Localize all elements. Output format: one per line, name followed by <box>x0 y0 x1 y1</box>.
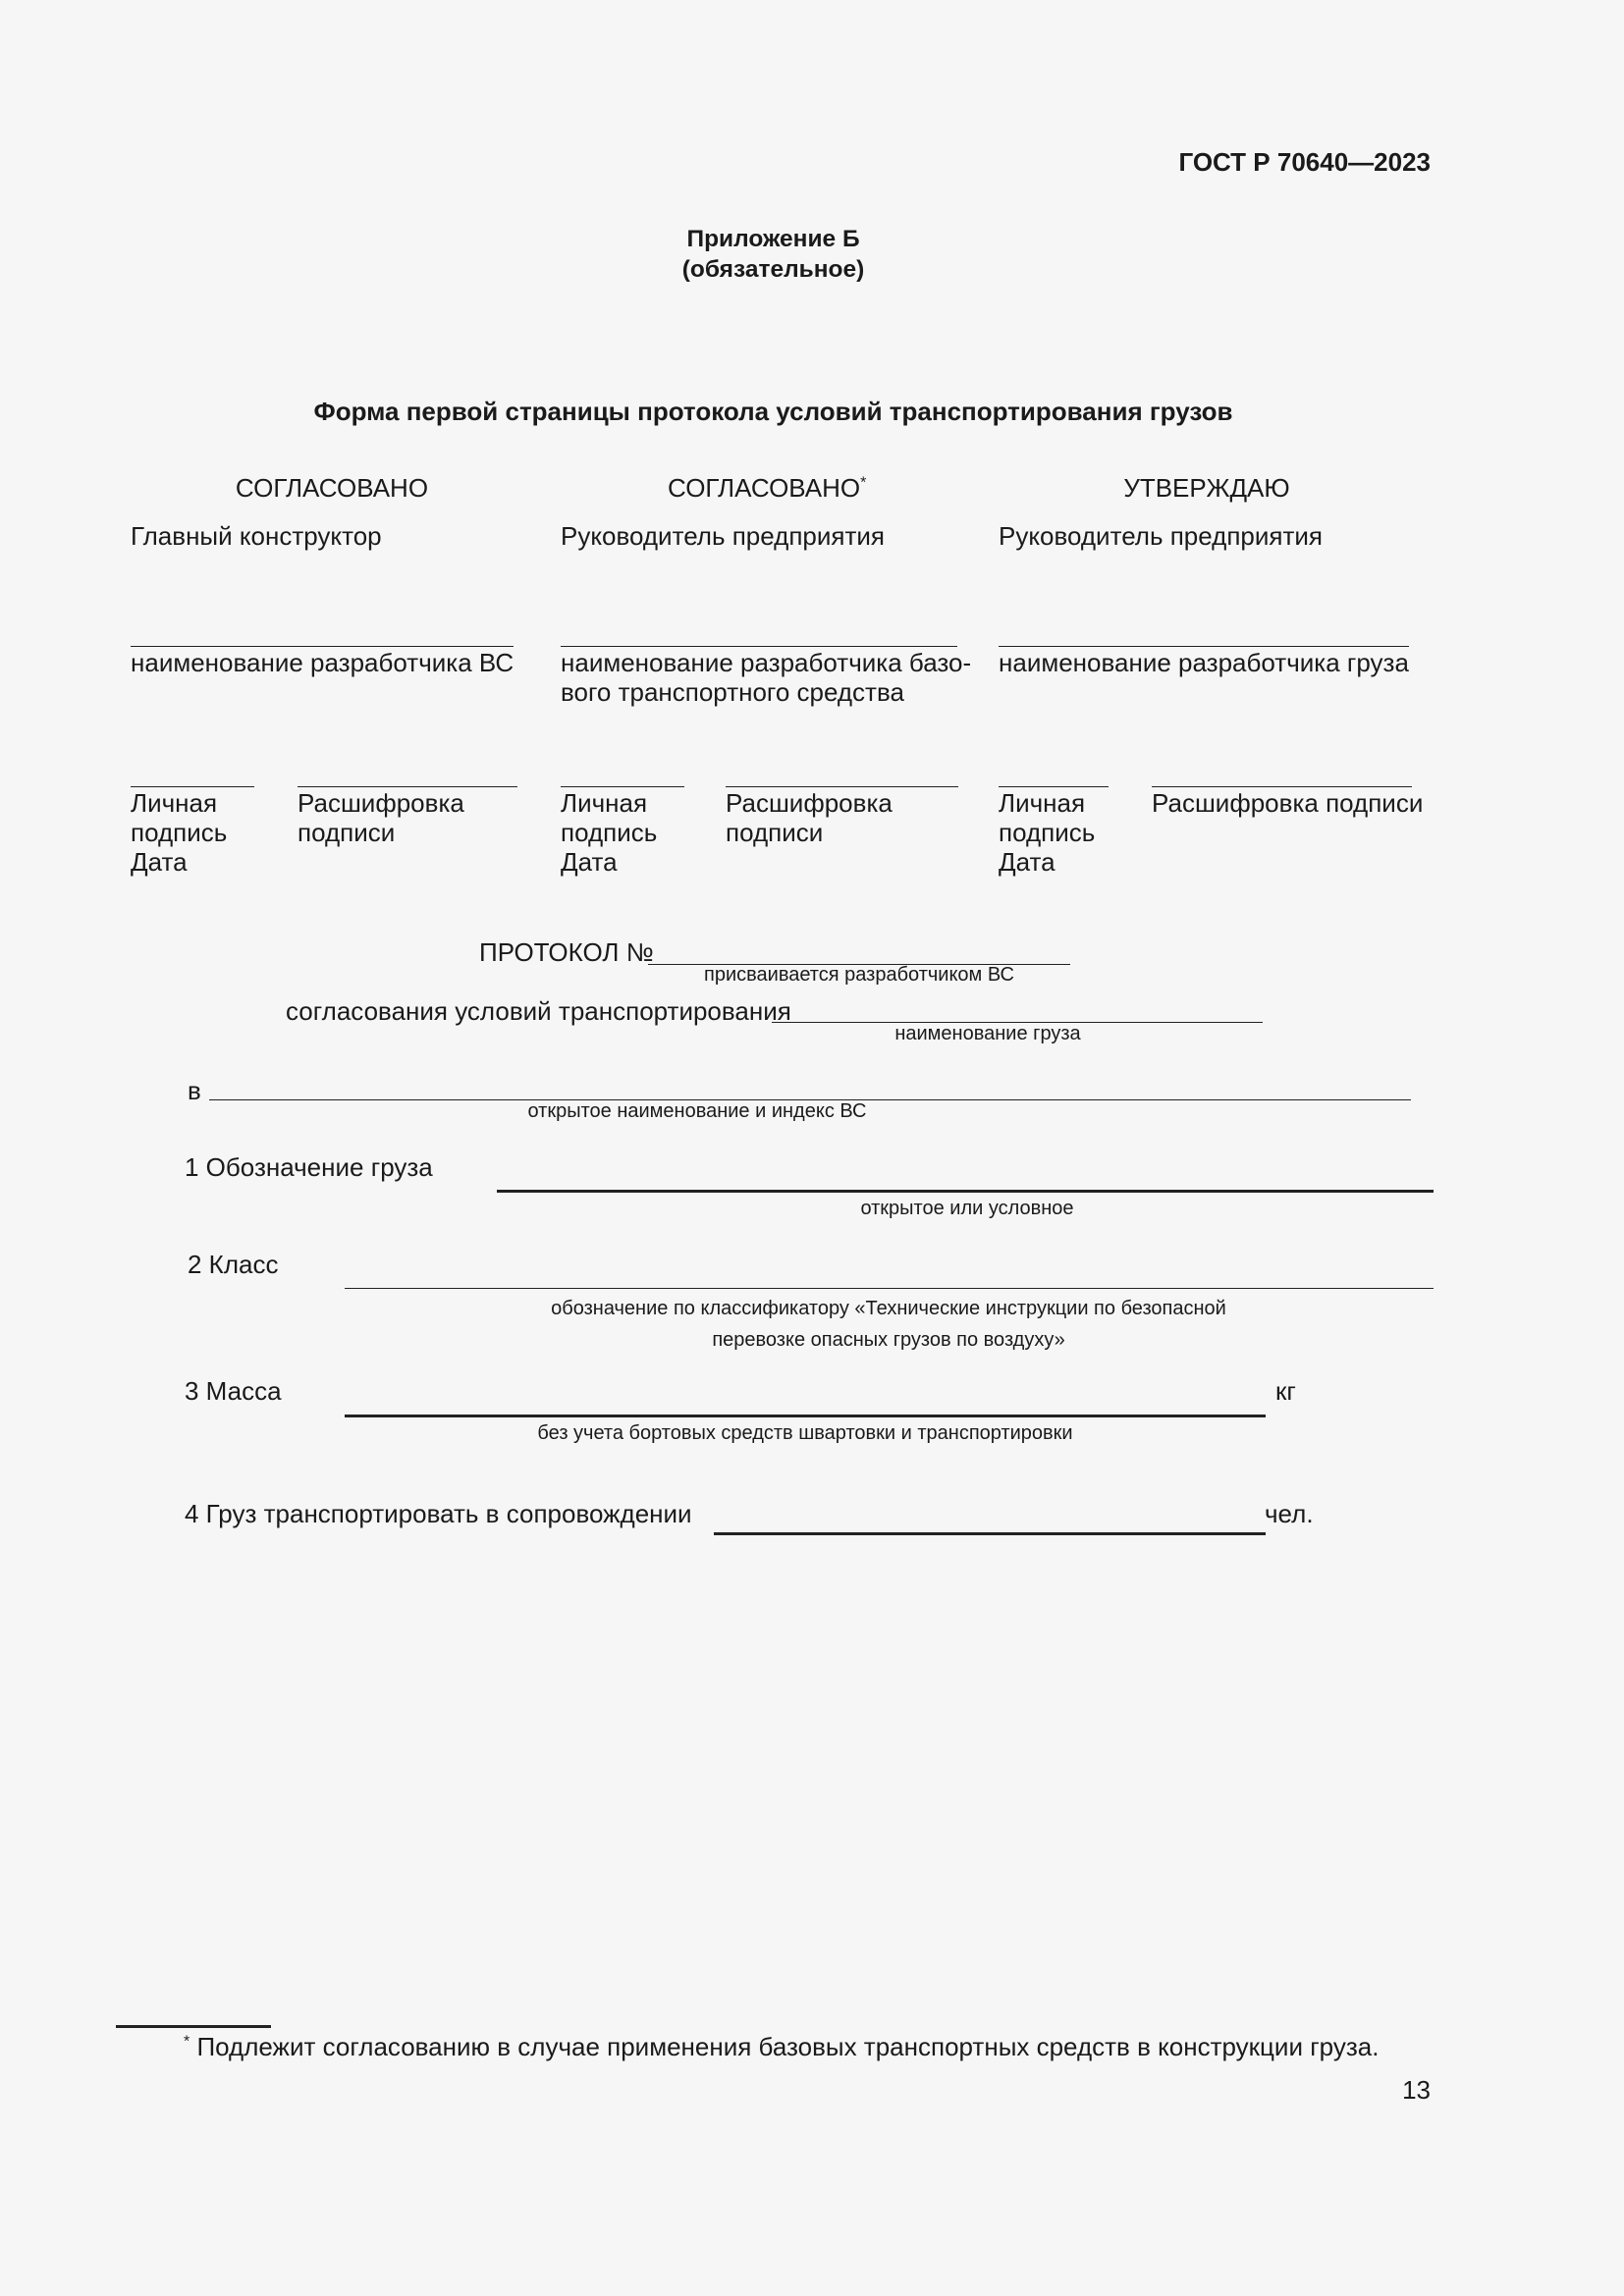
form-title: Форма первой страницы протокола условий транспортирования грузов <box>313 397 1233 426</box>
field-3-unit: кг <box>1275 1376 1296 1406</box>
column-3-position: Руководитель предприятия <box>999 521 1323 551</box>
column-1-org-line[interactable] <box>131 646 514 647</box>
footnote <box>184 2032 1379 2062</box>
column-1-decode-line[interactable] <box>298 786 517 787</box>
protocol-in-hint: открытое наименование и индекс ВС <box>527 1100 867 1122</box>
protocol-in-label: в <box>188 1076 201 1105</box>
column-3-org-caption: наименование разработчика груза <box>999 648 1409 677</box>
column-2-decode-line[interactable] <box>726 786 958 787</box>
field-2-hint: обозначение по классификатору «Технические инструкции по безопасной перевозке опасных грузов по воздуху» <box>551 1298 1226 1351</box>
field-3-line[interactable] <box>345 1415 1266 1417</box>
column-3-decode-line[interactable] <box>1152 786 1412 787</box>
column-3-signature-caption: Личная подпись Дата <box>999 788 1096 877</box>
column-1-heading: СОГЛАСОВАНО <box>235 473 429 503</box>
column-2-heading <box>668 473 866 504</box>
column-2-heading-footnote-mark: * <box>860 474 867 492</box>
column-2-signature-caption: Личная подпись Дата <box>561 788 658 877</box>
column-1-position: Главный конструктор <box>131 521 382 551</box>
footnote-mark: * <box>184 2033 190 2051</box>
column-3-heading: УТВЕРЖДАЮ <box>1123 473 1290 503</box>
column-3-signature-line[interactable] <box>999 786 1109 787</box>
footnote-separator <box>116 2025 271 2028</box>
field-4-line[interactable] <box>714 1532 1266 1535</box>
field-4-label: 4 Груз транспортировать в сопровождении <box>185 1499 692 1528</box>
column-1-org-caption: наименование разработчика ВС <box>131 648 514 677</box>
appendix-status: (обязательное) <box>681 256 865 283</box>
column-2-position: Руководитель предприятия <box>561 521 885 551</box>
field-4-unit: чел. <box>1265 1499 1314 1528</box>
protocol-number-hint: присваивается разработчиком ВС <box>704 964 1014 986</box>
protocol-subject-hint: наименование груза <box>894 1023 1081 1044</box>
column-1-signature-line[interactable] <box>131 786 254 787</box>
field-2-line[interactable] <box>345 1288 1434 1289</box>
column-2-org-line[interactable] <box>561 646 957 647</box>
field-1-line[interactable] <box>497 1190 1434 1193</box>
page-number: 13 <box>1402 2075 1431 2105</box>
column-1-decode-caption: Расшифровка подписи <box>298 788 464 847</box>
column-3-decode-caption: Расшифровка подписи <box>1152 788 1424 818</box>
column-3-org-line[interactable] <box>999 646 1409 647</box>
field-1-hint: открытое или условное <box>860 1198 1074 1219</box>
column-1-signature-caption: Личная подпись Дата <box>131 788 228 877</box>
standard-code: ГОСТ Р 70640—2023 <box>1178 147 1431 177</box>
protocol-subject-label: согласования условий транспортирования <box>286 996 791 1026</box>
column-2-signature-line[interactable] <box>561 786 684 787</box>
column-2-decode-caption: Расшифровка подписи <box>726 788 893 847</box>
field-3-hint: без учета бортовых средств швартовки и транспортировки <box>537 1422 1073 1444</box>
column-2-heading-text: СОГЛАСОВАНО <box>668 473 861 503</box>
field-1-label: 1 Обозначение груза <box>185 1152 433 1182</box>
field-2-label: 2 Класс <box>188 1250 279 1279</box>
footnote-text: Подлежит согласованию в случае применения базовых транспортных средств в конструкции груза. <box>196 2032 1380 2061</box>
protocol-number-label: ПРОТОКОЛ № <box>479 937 654 967</box>
appendix-title: Приложение Б <box>686 226 860 252</box>
column-2-org-caption: наименование разработчика базо- вого транспортного средства <box>561 648 972 707</box>
field-3-label: 3 Масса <box>185 1376 282 1406</box>
